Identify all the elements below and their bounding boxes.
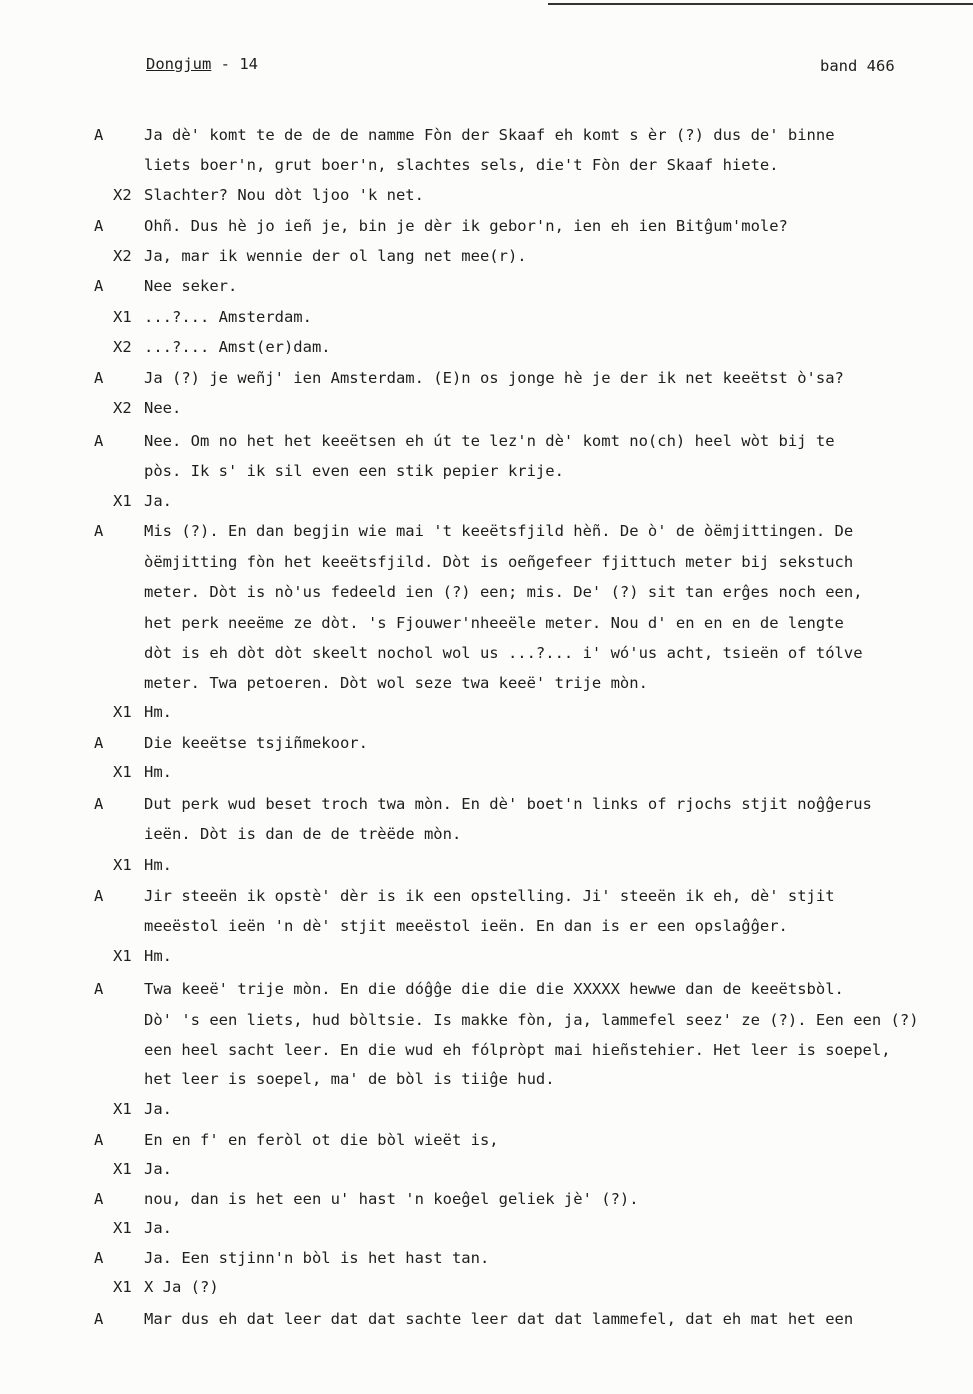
- speaker-label: A: [94, 1190, 104, 1208]
- header-separator: -: [211, 55, 240, 73]
- transcript-line: ieën. Dòt is dan de de trèëde mòn.: [144, 825, 462, 843]
- transcript-line: Ja.: [144, 1160, 172, 1178]
- speaker-label: A: [94, 1131, 104, 1149]
- top-rule: [548, 3, 973, 5]
- transcript-line: Nee.: [144, 399, 182, 417]
- speaker-label: A: [94, 126, 104, 144]
- speaker-label: X1: [113, 1100, 132, 1118]
- transcript-line: Slachter? Nou dòt ljoo 'k net.: [144, 186, 424, 204]
- speaker-label: X2: [113, 247, 132, 265]
- transcript-line: Ja dè' komt te de de de namme Fòn der Skaaf eh komt s èr (?) dus de' binne: [144, 126, 835, 144]
- transcript-line: Jir steeën ik opstè' dèr is ik een opstelling. Ji' steeën ik eh, dè' stjit: [144, 887, 835, 905]
- transcript-line: het leer is soepel, ma' de bòl is tiiĝe hud.: [144, 1070, 555, 1088]
- speaker-label: X2: [113, 186, 132, 204]
- transcript-line: Hm.: [144, 703, 172, 721]
- transcript-line: meeëstol ieën 'n dè' stjit meeëstol ieën. En dan is er een opslaĝĝer.: [144, 917, 788, 935]
- transcript-line: Dut perk wud beset troch twa mòn. En dè' boet'n links of rjochs stjit noĝĝerus: [144, 795, 872, 813]
- speaker-label: A: [94, 1310, 104, 1328]
- place-name: Dongjum: [146, 55, 212, 73]
- transcript-line: Twa keeë' trije mòn. En die dóĝĝe die die die XXXXX hewwe dan de keeëtsbòl.: [144, 980, 844, 998]
- transcript-line: Ja.: [144, 1100, 172, 1118]
- transcript-line: dòt is eh dòt dòt skeelt nochol wol us ...?... i' wó'us acht, tsieën of tólve: [144, 644, 863, 662]
- speaker-label: X1: [113, 308, 132, 326]
- speaker-label: X1: [113, 703, 132, 721]
- transcript-line: Mis (?). En dan begjin wie mai 't keeëtsfjild hèñ. De ò' de òëmjittingen. De: [144, 522, 854, 540]
- speaker-label: A: [94, 522, 104, 540]
- speaker-label: A: [94, 1249, 104, 1267]
- transcript-line: Hm.: [144, 763, 172, 781]
- transcript-line: Ja. Een stjinn'n bòl is het hast tan.: [144, 1249, 490, 1267]
- transcript-line: pòs. Ik s' ik sil even een stik pepier krije.: [144, 462, 564, 480]
- transcript-line: Ohñ. Dus hè jo ieñ je, bin je dèr ik gebor'n, ien eh ien Bitĝum'mole?: [144, 217, 788, 235]
- transcript-line: ...?... Amst(er)dam.: [144, 338, 331, 356]
- transcript-line: het perk neeëme ze dòt. 's Fjouwer'nheeële meter. Nou d' en en en de lengte: [144, 614, 844, 632]
- speaker-label: X1: [113, 947, 132, 965]
- transcript-line: ...?... Amsterdam.: [144, 308, 312, 326]
- speaker-label: A: [94, 795, 104, 813]
- transcript-line: Mar dus eh dat leer dat dat sachte leer dat dat lammefel, dat eh mat het een: [144, 1310, 854, 1328]
- speaker-label: X1: [113, 1160, 132, 1178]
- speaker-label: X1: [113, 856, 132, 874]
- page-header: [146, 55, 258, 73]
- speaker-label: X1: [113, 763, 132, 781]
- transcript-line: liets boer'n, grut boer'n, slachtes sels, die't Fòn der Skaaf hiete.: [144, 156, 779, 174]
- speaker-label: X1: [113, 492, 132, 510]
- transcript-line: Hm.: [144, 856, 172, 874]
- speaker-label: A: [94, 980, 104, 998]
- speaker-label: X2: [113, 338, 132, 356]
- transcript-line: Ja (?) je weñj' ien Amsterdam. (E)n os jonge hè je der ik net keeëtst ò'sa?: [144, 369, 844, 387]
- speaker-label: X1: [113, 1219, 132, 1237]
- transcript-line: X Ja (?): [144, 1278, 219, 1296]
- transcript-line: Die keeëtse tsjiñmekoor.: [144, 734, 368, 752]
- transcript-line: een heel sacht leer. En die wud eh fólpròpt mai hieñstehier. Het leer is soepel,: [144, 1041, 891, 1059]
- transcript-line: Nee. Om no het het keeëtsen eh út te lez'n dè' komt no(ch) heel wòt bij te: [144, 432, 835, 450]
- band-label: band 466: [820, 57, 895, 75]
- transcript-line: Ja.: [144, 492, 172, 510]
- transcript-line: òëmjitting fòn het keeëtsfjild. Dòt is oeñgefeer fjittuch meter bij sekstuch: [144, 553, 854, 571]
- page-number: 14: [239, 55, 258, 73]
- transcript-line: Ja, mar ik wennie der ol lang net mee(r).: [144, 247, 527, 265]
- transcript-line: meter. Twa petoeren. Dòt wol seze twa keeë' trije mòn.: [144, 674, 648, 692]
- speaker-label: X2: [113, 399, 132, 417]
- transcript-line: Hm.: [144, 947, 172, 965]
- speaker-label: A: [94, 432, 104, 450]
- speaker-label: A: [94, 277, 104, 295]
- speaker-label: A: [94, 734, 104, 752]
- transcript-line: Nee seker.: [144, 277, 238, 295]
- transcript-line: En en f' en feròl ot die bòl wieët is,: [144, 1131, 499, 1149]
- speaker-label: A: [94, 217, 104, 235]
- transcript-line: Dò' 's een liets, hud bòltsie. Is makke fòn, ja, lammefel seez' ze (?). Een een (?): [144, 1011, 919, 1029]
- transcript-line: nou, dan is het een u' hast 'n koeĝel geliek jè' (?).: [144, 1190, 639, 1208]
- transcript-line: Ja.: [144, 1219, 172, 1237]
- speaker-label: A: [94, 369, 104, 387]
- speaker-label: X1: [113, 1278, 132, 1296]
- speaker-label: A: [94, 887, 104, 905]
- transcript-line: meter. Dòt is nò'us fedeeld ien (?) een; mis. De' (?) sit tan erĝes noch een,: [144, 583, 863, 601]
